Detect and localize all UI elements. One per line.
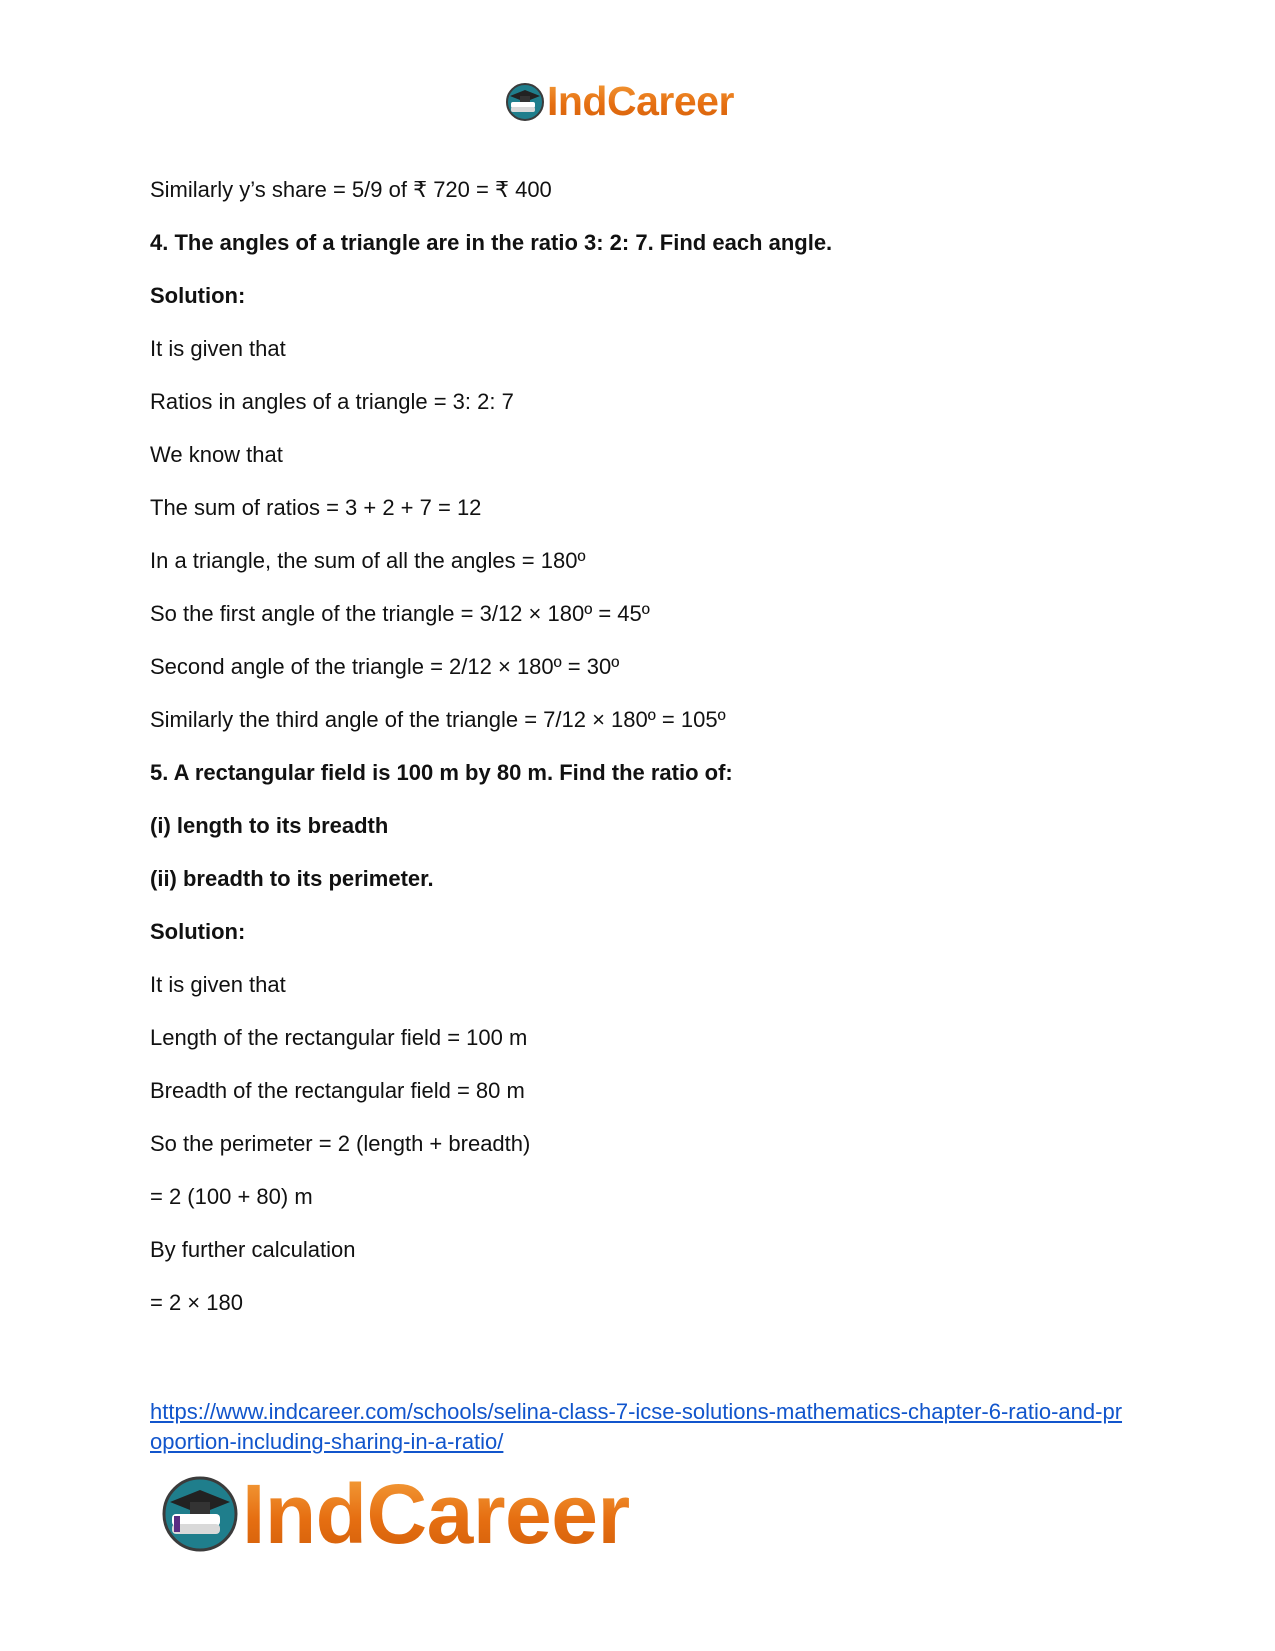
- text-line: = 2 (100 + 80) m: [150, 1184, 313, 1209]
- footer-logo-text: IndCareer: [242, 1467, 630, 1561]
- text-line: The sum of ratios = 3 + 2 + 7 = 12: [150, 495, 482, 520]
- text-line: Length of the rectangular field = 100 m: [150, 1025, 528, 1050]
- question-heading: 5. A rectangular field is 100 m by 80 m. Find the ratio of:: [150, 760, 733, 785]
- text-line: Similarly the third angle of the triangle = 7/12 × 180º = 105º: [150, 707, 726, 732]
- solution-label: Solution:: [150, 919, 246, 944]
- text-line: It is given that: [150, 336, 286, 361]
- text-line: Similarly y’s share = 5/9 of ₹ 720 = ₹ 400: [150, 177, 552, 202]
- question-subpart: (i) length to its breadth: [150, 813, 389, 838]
- text-line: So the first angle of the triangle = 3/12 × 180º = 45º: [150, 601, 650, 626]
- text-line: Breadth of the rectangular field = 80 m: [150, 1078, 525, 1103]
- text-line: = 2 × 180: [150, 1290, 243, 1315]
- text-line: By further calculation: [150, 1237, 356, 1262]
- graduation-cap-book-icon: [505, 82, 545, 122]
- graduation-cap-book-icon: [160, 1474, 240, 1554]
- source-link[interactable]: https://www.indcareer.com/schools/selina-class-7-icse-solutions-mathematics-chapter-6-ratio-and-proportion-including-sharing-in-a-ratio/: [150, 1399, 1123, 1454]
- question-heading: 4. The angles of a triangle are in the ratio 3: 2: 7. Find each angle.: [150, 230, 833, 255]
- text-line: It is given that: [150, 972, 286, 997]
- text-line: So the perimeter = 2 (length + breadth): [150, 1131, 531, 1156]
- text-line: In a triangle, the sum of all the angles = 180º: [150, 548, 586, 573]
- header-logo: [505, 78, 734, 125]
- text-line: We know that: [150, 442, 283, 467]
- header-logo-text: IndCareer: [547, 78, 734, 124]
- text-line: Second angle of the triangle = 2/12 × 180º = 30º: [150, 654, 620, 679]
- question-subpart: (ii) breadth to its perimeter.: [150, 866, 434, 891]
- footer-logo: [160, 1467, 630, 1561]
- solution-label: Solution:: [150, 283, 246, 308]
- text-line: Ratios in angles of a triangle = 3: 2: 7: [150, 389, 514, 414]
